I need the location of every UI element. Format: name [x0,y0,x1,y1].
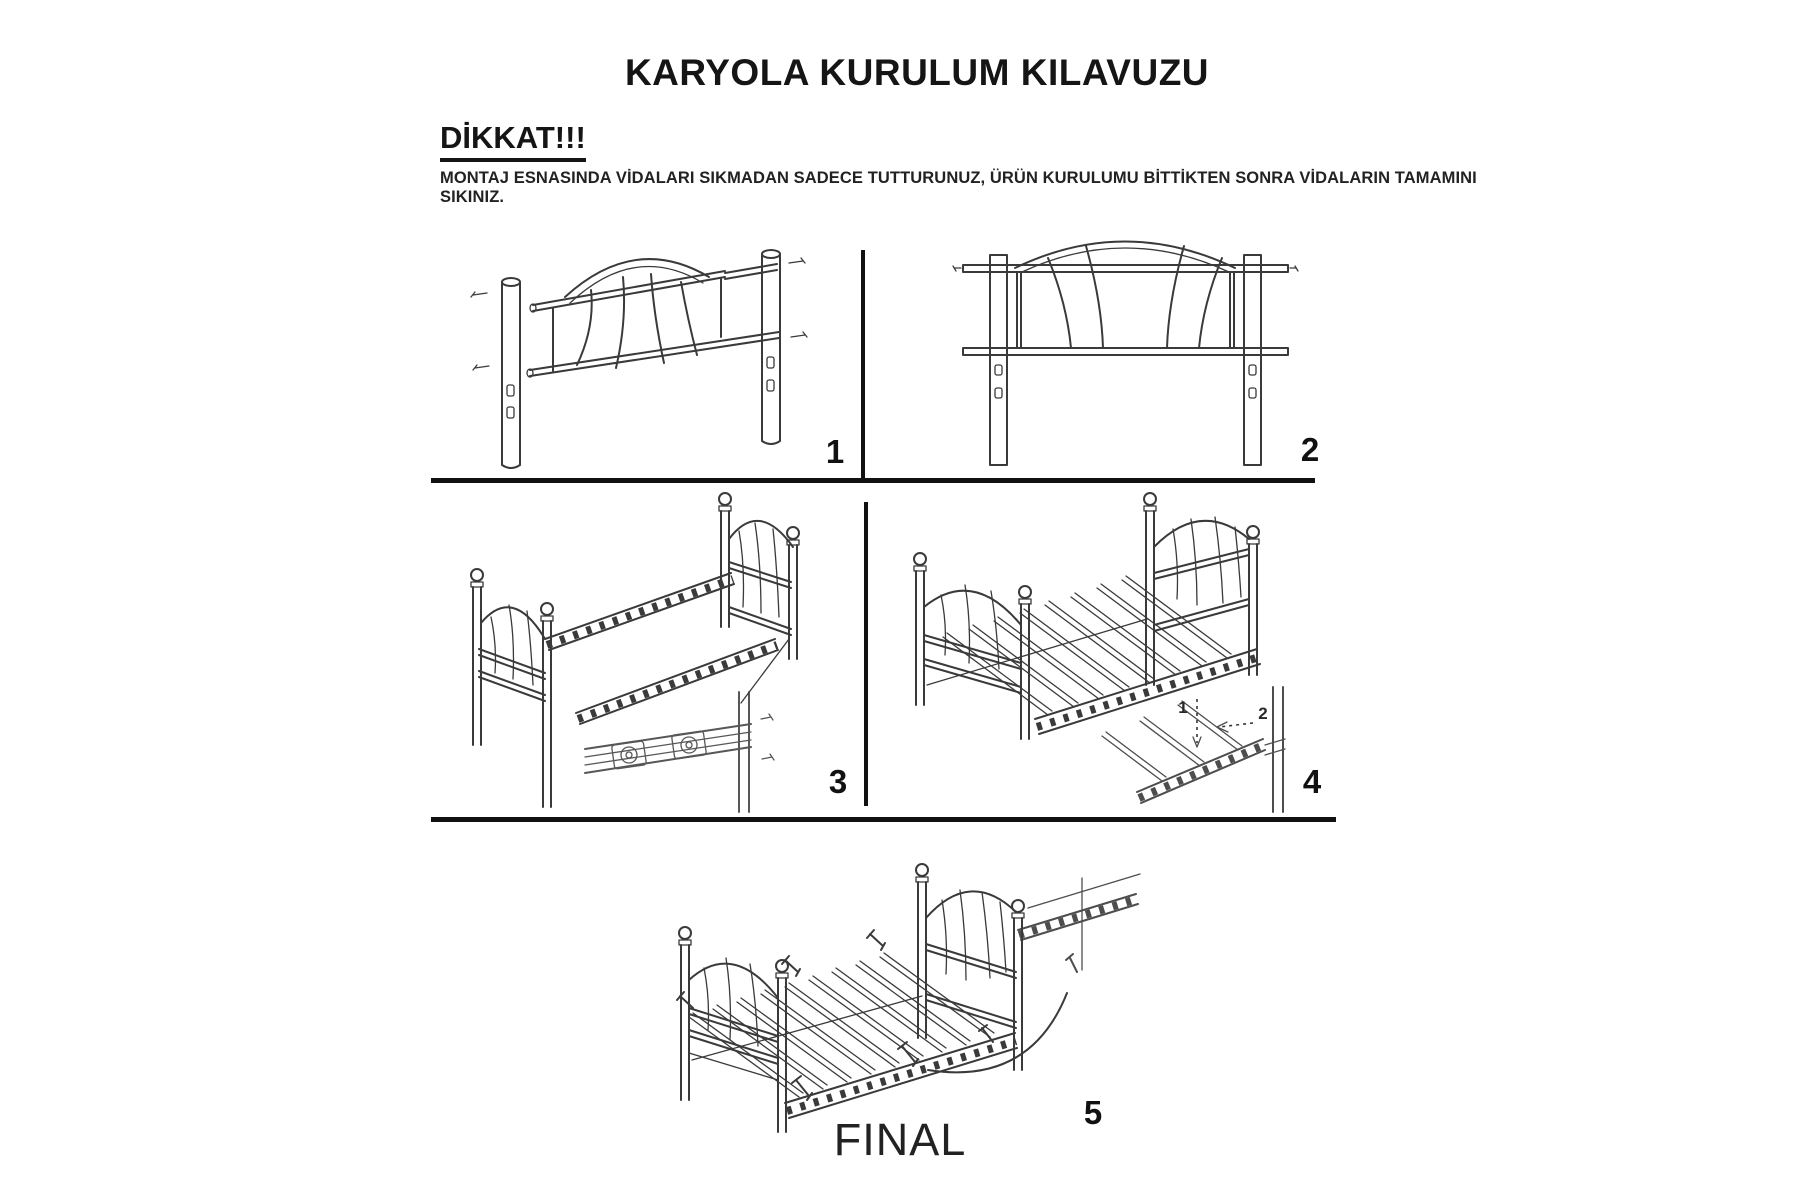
slats [689,953,994,1097]
step1-diagram [425,205,815,475]
final-label: FINAL [833,1114,967,1165]
footboard [679,927,788,1132]
divider-vertical-row1 [861,250,865,478]
step4-diagram [885,487,1335,817]
step2-diagram [945,225,1325,475]
front-side-rail [1035,649,1260,734]
step5-number: 5 [1083,1094,1103,1131]
divider-horizontal-2 [431,817,1336,822]
warning-heading: DİKKAT!!! [440,120,586,162]
page-title: KARYOLA KURULUM KILAVUZU [624,52,1210,93]
step3-number: 3 [828,763,848,800]
right-post [762,250,780,444]
headboard-grille [527,259,779,377]
rail-bracket-inset [585,692,774,812]
warning-text: MONTAJ ESNASINDA VİDALARI SIKMADAN SADECE TUTTURUNUZ, ÜRÜN KURULUMU BİTTİKTEN SONRA VİDALARIN TAMAMINI SIKINIZ. [440,169,1477,206]
divider-vertical-row2 [864,502,868,806]
screw-icon [471,292,489,370]
inset-arrow1-label: 1 [1178,698,1188,717]
headboard [1144,493,1259,685]
screw-icon [789,258,807,337]
headboard-assembled [953,242,1298,466]
divider-horizontal-1 [431,478,1315,483]
rail-detail-partial [1018,874,1140,972]
step2-number: 2 [1300,431,1320,468]
footboard [914,553,1031,739]
footboard [471,569,553,807]
step3-diagram [433,487,863,817]
inset-arrow2-label: 2 [1258,704,1268,723]
left-post [502,278,520,468]
step1-number: 1 [825,433,845,470]
step4-number: 4 [1302,763,1322,800]
headboard [916,864,1024,1070]
